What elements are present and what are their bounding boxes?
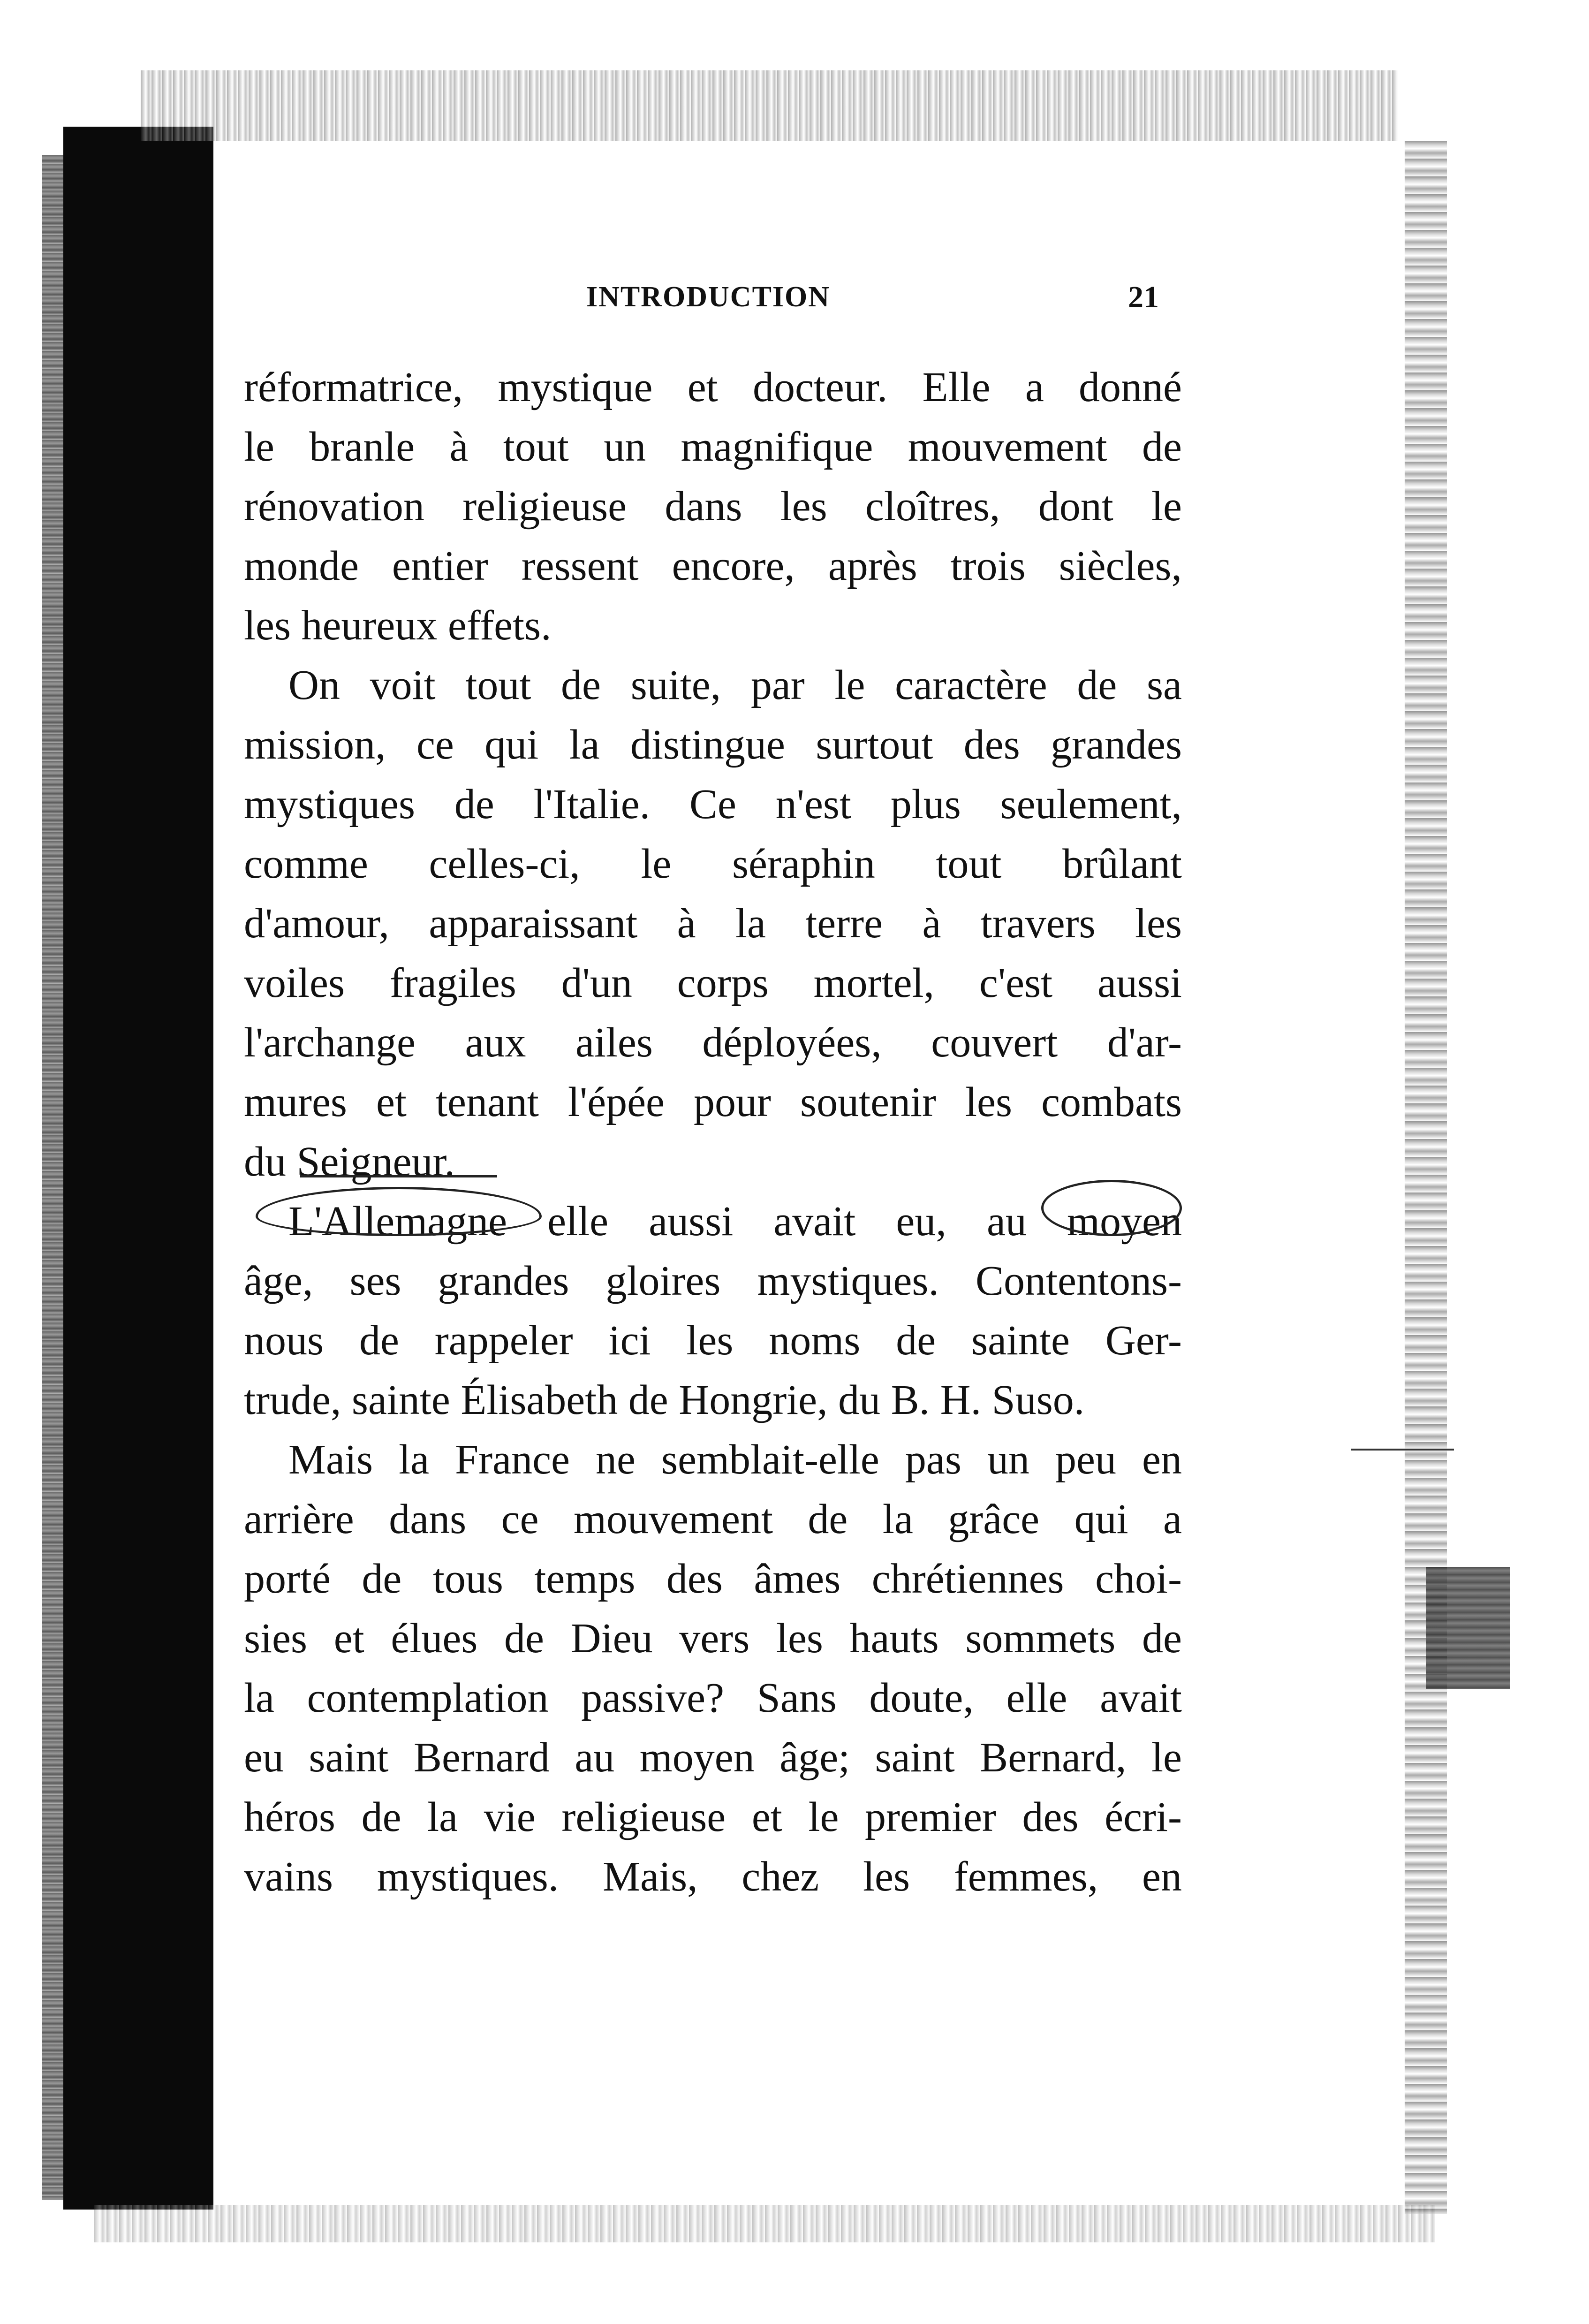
handwritten-circle-mark — [1041, 1180, 1182, 1236]
scan-binding-shadow — [63, 127, 213, 2210]
handwritten-underline-mark — [300, 1175, 497, 1192]
text-line: On voit tout de suite, par le caractère de sa — [288, 662, 1182, 708]
text-line: arrière dans ce mouvement de la grâce qui a — [244, 1496, 1182, 1542]
text-line: L'Allemagne elle aussi avait eu, au moyen — [288, 1198, 1182, 1245]
text-line: monde entier ressent encore, après trois siècles, — [244, 543, 1182, 589]
text-line: réformatrice, mystique et docteur. Elle a donné — [244, 364, 1182, 410]
text-line: Mais la France ne semblait-elle pas un peu en — [288, 1436, 1182, 1483]
text-line: voiles fragiles d'un corps mortel, c'est aussi — [244, 960, 1182, 1006]
page-number: 21 — [1128, 280, 1159, 314]
text-line: vains mystiques. Mais, chez les femmes, en — [244, 1853, 1182, 1900]
text-line: nous de rappeler ici les noms de sainte Ger- — [244, 1317, 1182, 1364]
text-line: eu saint Bernard au moyen âge; saint Bernard, le — [244, 1734, 1182, 1781]
text-line: héros de la vie religieuse et le premier des écri- — [244, 1794, 1182, 1840]
text-line: les heureux effets. — [244, 602, 552, 649]
scan-right-smudge — [1426, 1567, 1510, 1689]
text-line: d'amour, apparaissant à la terre à travers les — [244, 900, 1182, 947]
text-line: l'archange aux ailes déployées, couvert d'ar- — [244, 1019, 1182, 1066]
running-head: INTRODUCTION — [586, 281, 831, 313]
scan-right-rule — [1351, 1449, 1454, 1451]
text-line: mures et tenant l'épée pour soutenir les combats — [244, 1079, 1182, 1125]
text-line: rénovation religieuse dans les cloîtres, dont le — [244, 483, 1182, 530]
text-line: âge, ses grandes gloires mystiques. Contentons- — [244, 1258, 1182, 1304]
text-line: sies et élues de Dieu vers les hauts sommets de — [244, 1615, 1182, 1662]
text-line: la contemplation passive? Sans doute, elle avait — [244, 1675, 1182, 1721]
text-line: mystiques de l'Italie. Ce n'est plus seulement, — [244, 781, 1182, 828]
scan-right-edge — [1405, 141, 1447, 2214]
body-text — [244, 357, 1182, 1906]
text-line: le branle à tout un magnifique mouvement de — [244, 424, 1182, 470]
text-line: porté de tous temps des âmes chrétiennes choi- — [244, 1556, 1182, 1602]
text-line: mission, ce qui la distingue surtout des grandes — [244, 722, 1182, 768]
text-line: comme celles-ci, le séraphin tout brûlant — [244, 841, 1182, 887]
text-line: trude, sainte Élisabeth de Hongrie, du B. H. Suso. — [244, 1377, 1085, 1423]
scan-bottom-noise — [94, 2205, 1435, 2242]
scan-top-noise — [141, 70, 1398, 141]
text-line: du Seigneur. — [244, 1139, 455, 1185]
scan-binding-edge — [42, 155, 65, 2200]
